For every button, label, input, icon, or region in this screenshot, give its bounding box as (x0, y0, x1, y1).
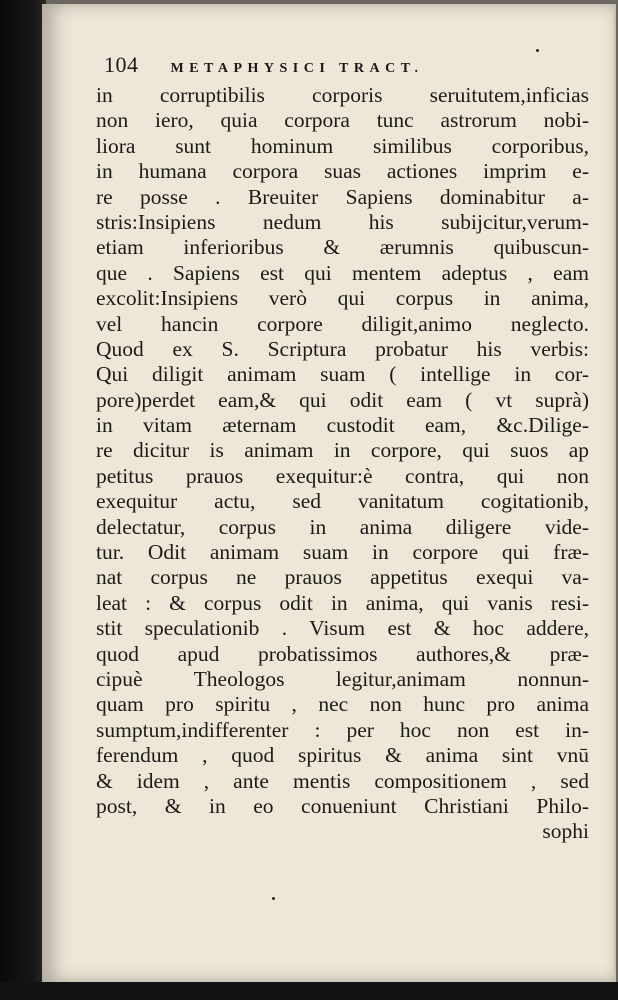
text-line: Qui diligit animam suam ( intellige in cor- (96, 362, 589, 387)
text-line: quod apud probatissimos authores,& præ- (96, 641, 589, 666)
text-line: in humana corpora suas actiones imprim e- (96, 159, 589, 184)
text-line: post, & in eo conueniunt Christiani Philo- (96, 793, 589, 818)
text-line: in corruptibilis corporis seruitutem,inficias (96, 83, 589, 107)
text-line: tur. Odit animam suam in corpore qui fræ- (96, 540, 589, 565)
text-line: sumptum,indifferenter : per hoc non est in- (96, 717, 589, 742)
ink-speck (536, 49, 539, 52)
running-head (104, 52, 534, 82)
text-line: stris:Insipiens nedum his subijcitur,verum- (96, 209, 589, 234)
text-line: re dicitur is animam in corpore, qui suos ap (96, 438, 589, 463)
catchword: sophi (542, 819, 589, 844)
scan-bottom-edge (0, 982, 618, 1000)
text-line: quam pro spiritu , nec non hunc pro anima (96, 692, 589, 717)
page-number: 104 (104, 52, 139, 77)
running-title: METAPHYSICI TRACT. (170, 61, 424, 76)
text-line: stit speculationib . Visum est & hoc addere, (96, 616, 589, 641)
text-line: ferendum , quod spiritus & anima sint vnū (96, 743, 589, 768)
text-line: nat corpus ne prauos appetitus exequi va- (96, 565, 589, 590)
text-line: Quod ex S. Scriptura probatur his verbis: (96, 336, 589, 361)
text-line: liora sunt hominum similibus corporibus, (96, 133, 589, 158)
text-line: delectatur, corpus in anima diligere vide- (96, 514, 589, 539)
ink-speck (272, 897, 275, 900)
text-line: petitus prauos exequitur:è contra, qui non (96, 463, 589, 488)
text-line: etiam inferioribus & ærumnis quibuscun- (96, 235, 589, 260)
text-line: vel hancin corpore diligit,animo neglecto. (96, 311, 589, 336)
text-line: que . Sapiens est qui mentem adeptus , eam (96, 260, 589, 285)
text-line: in vitam æternam custodit eam, &c.Dilige- (96, 413, 589, 438)
text-line: pore)perdet eam,& qui odit eam ( vt suprà) (96, 387, 589, 412)
text-line: re posse . Breuiter Sapiens dominabitur a- (96, 184, 589, 209)
text-line: cipuè Theologos legitur,animam nonnun- (96, 666, 589, 691)
body-text (96, 83, 589, 845)
book-gutter-shadow (0, 0, 46, 1000)
text-line: leat : & corpus odit in anima, qui vanis resi- (96, 590, 589, 615)
text-line: exequitur actu, sed vanitatum cogitationib, (96, 489, 589, 514)
text-line: & idem , ante mentis compositionem , sed (96, 768, 589, 793)
text-line: non iero, quia corpora tunc astrorum nobi- (96, 108, 589, 133)
text-line: excolit:Insipiens verò qui corpus in anima, (96, 286, 589, 311)
